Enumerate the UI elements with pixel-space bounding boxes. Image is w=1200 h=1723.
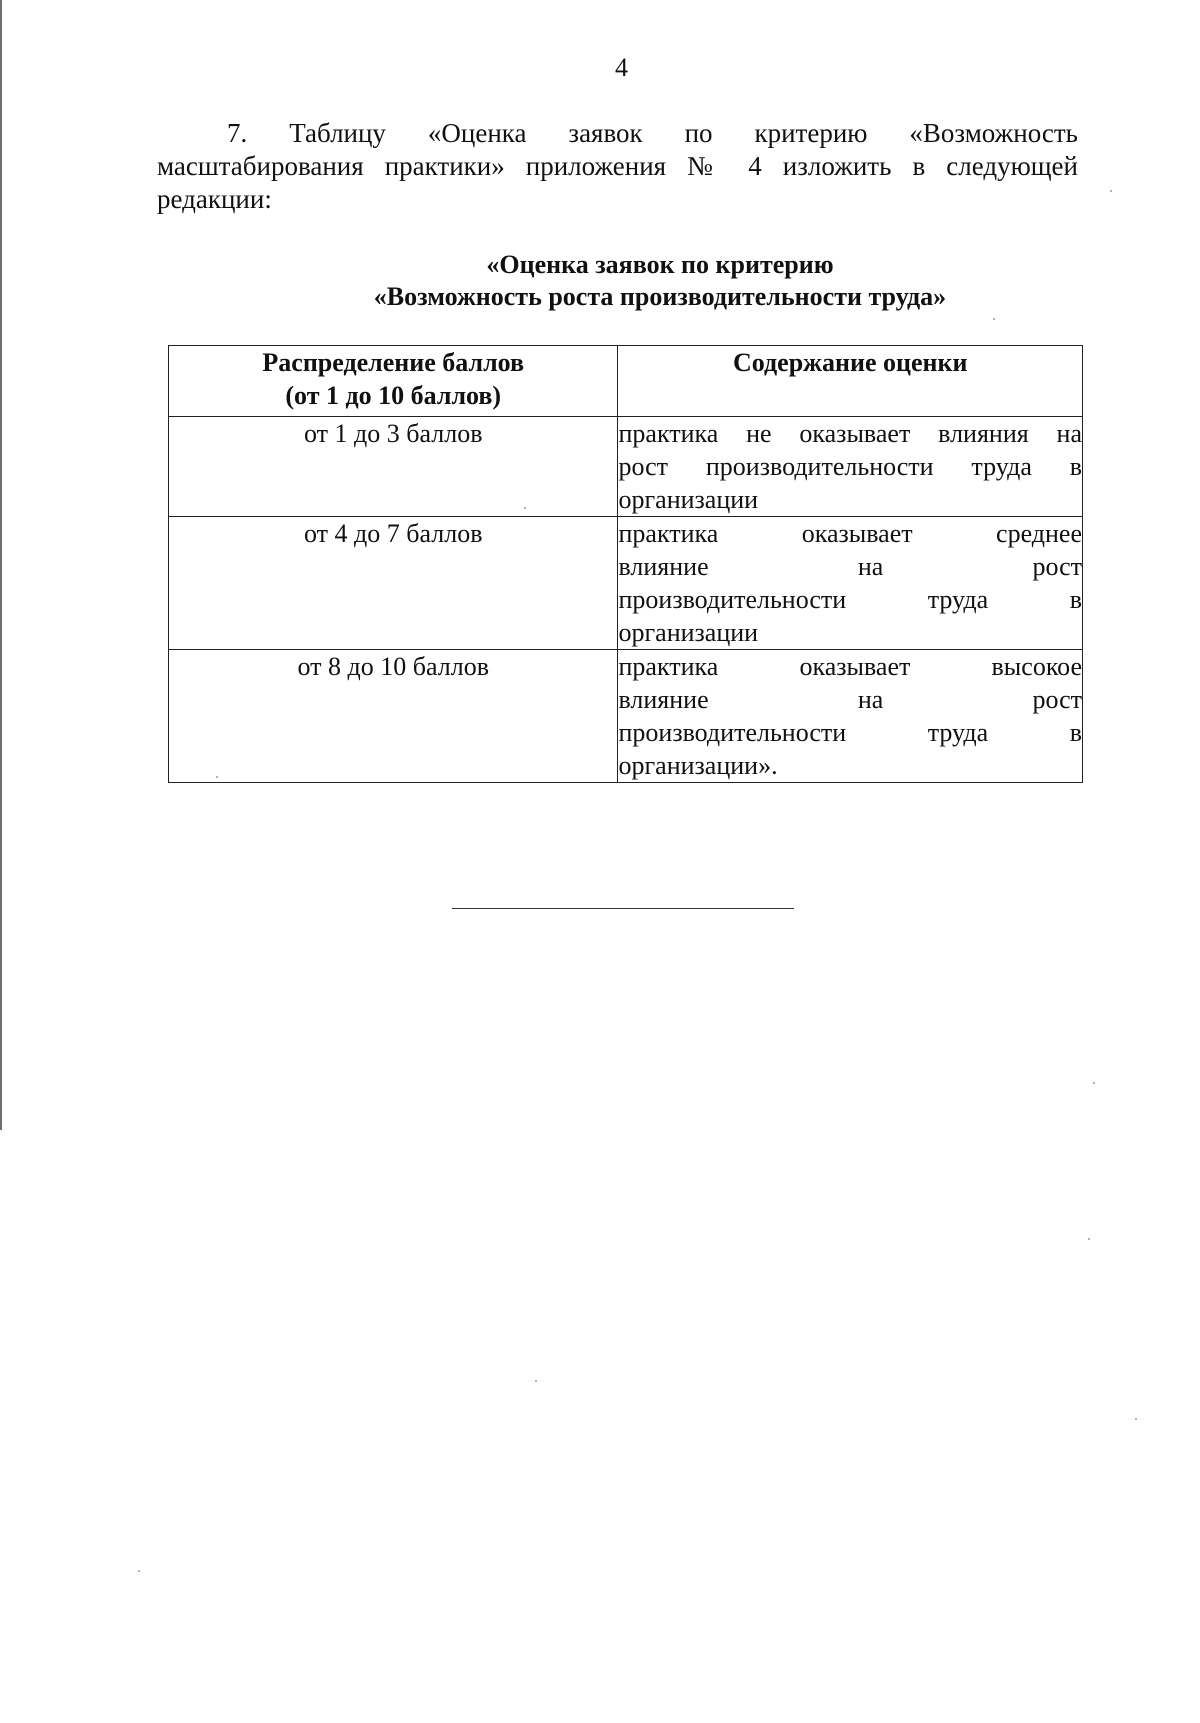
content-line: организации». [618,751,778,780]
scan-speck [138,1570,140,1572]
content-line: организации [618,618,759,647]
evaluation-content-cell [618,650,1083,783]
scan-speck [524,507,526,509]
header-evaluation-content [618,346,1083,417]
content-line: практика не оказывает влияния на [618,419,1082,448]
scan-speck [216,776,218,778]
paragraph-line: редакции: [157,184,272,214]
table-title [300,249,1020,313]
table-row [169,517,1083,650]
scan-speck [993,318,995,320]
content-line: рост производительности труда в [618,452,1082,481]
content-line: влияние на рост [618,685,1082,714]
scan-page-edge [0,0,2,1130]
table-title-line: «Возможность роста производительности труда» [373,282,947,311]
header-line: (от 1 до 10 баллов) [285,381,502,410]
paragraph-line: масштабирования практики» приложения № 4 изложить в следующей [157,151,1078,181]
table-header-row [169,346,1083,417]
content-line: влияние на рост [618,552,1082,581]
content-line: производительности труда в [618,585,1082,614]
content-line: организации [618,485,759,514]
score-range-cell: от 1 до 3 баллов [169,417,618,517]
scoring-table [168,345,1083,783]
scan-speck [1088,1238,1090,1240]
evaluation-content-cell [618,517,1083,650]
table-title-line: «Оценка заявок по критерию [486,250,834,279]
amendment-paragraph [157,117,1078,216]
evaluation-content-cell [618,417,1083,517]
scan-speck [1135,1418,1137,1420]
score-range-cell: от 8 до 10 баллов [169,650,618,783]
table-row [169,417,1083,517]
content-line: производительности труда в [618,718,1082,747]
page-number: 4 [615,53,628,82]
scan-speck [535,1380,537,1382]
closing-separator-line [452,908,794,909]
header-line: Содержание оценки [732,348,968,377]
header-line: Распределение баллов [262,348,525,377]
scan-speck [1110,190,1112,192]
header-score-distribution [169,346,618,417]
table-row [169,650,1083,783]
paragraph-line: 7. Таблицу «Оценка заявок по критерию «Возможность [227,118,1078,148]
score-range-cell: от 4 до 7 баллов [169,517,618,650]
content-line: практика оказывает среднее [618,519,1082,548]
scan-speck [1093,1082,1095,1084]
content-line: практика оказывает высокое [618,652,1082,681]
